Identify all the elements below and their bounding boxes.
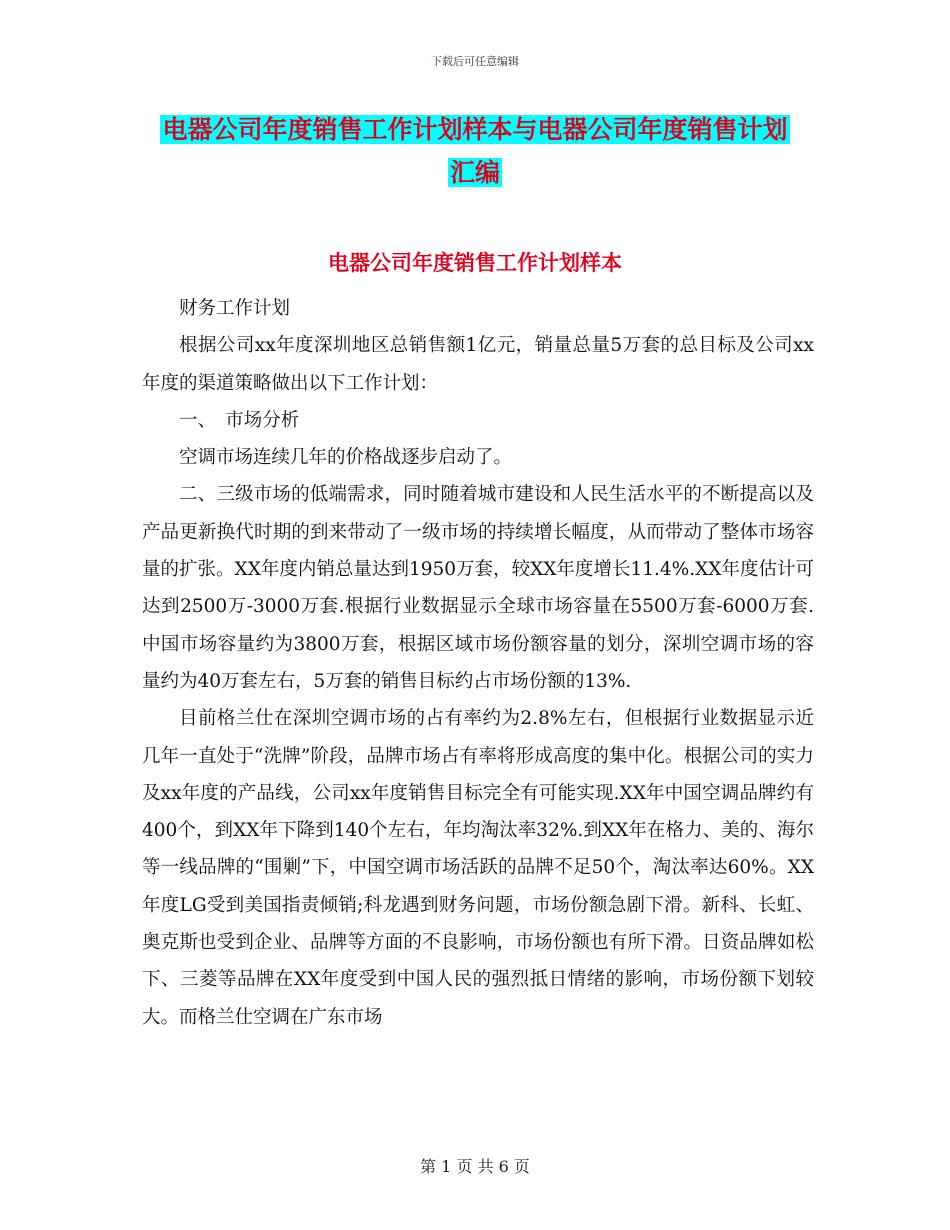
paragraph-subheading: 一、 市场分析 xyxy=(179,409,300,431)
paragraph: 根据公司xx年度深圳地区总销售额1亿元，销量总量5万套的总目标及公司xx年度的渠道策略做出以下工作计划： xyxy=(142,335,814,394)
section-title: 电器公司年度销售工作计划样本 xyxy=(328,251,622,275)
paragraph-heading: 财务工作计划 xyxy=(179,298,291,319)
paragraph: 二、三级市场的低端需求，同时随着城市建设和人民生活水平的不断提高以及产品更新换代时期的到来带动了一级市场的持续增长幅度，从而带动了整体市场容量的扩张。XX年度内销总量达到1950万套，较XX年度增长11.4%.XX年度估计可达到2500万-3000万套.根据行业数据显示全球市场容量在5500万套-6000万套.中国市场容量约为3800万套，根据区域市场份额容量的划分，深圳空调市场的容量约为40万套左右，5万套的销售目标约占市场份额的13%. xyxy=(142,484,814,692)
body-text xyxy=(142,290,814,1036)
page-number-footer: 第 1 页 共 6 页 xyxy=(420,1157,530,1176)
document-title xyxy=(150,108,800,194)
document-title-text: 电器公司年度销售工作计划样本与电器公司年度销售计划汇编 xyxy=(162,115,788,187)
header-note: 下载后可任意编辑 xyxy=(431,55,519,68)
paragraph: 目前格兰仕在深圳空调市场的占有率约为2.8%左右，但根据行业数据显示近几年一直处于“洗牌”阶段，品牌市场占有率将形成高度的集中化。根据公司的实力及xx年度的产品线，公司xx年度销售目标完全有可能实现.XX年中国空调品牌约有400个，到XX年下降到140个左右，年均淘汰率32%.到XX年在格力、美的、海尔等一线品牌的“围剿”下，中国空调市场活跃的品牌不足50个，淘汰率达60%。XX年度LG受到美国指责倾销;科龙遇到财务问题，市场份额急剧下滑。新科、长虹、奥克斯也受到企业、品牌等方面的不良影响，市场份额也有所下滑。日资品牌如松下、三菱等品牌在XX年度受到中国人民的强烈抵日情绪的影响，市场份额下划较大。而格兰仕空调在广东市场 xyxy=(142,708,814,1028)
paragraph: 空调市场连续几年的价格战逐步启动了。 xyxy=(179,447,513,469)
